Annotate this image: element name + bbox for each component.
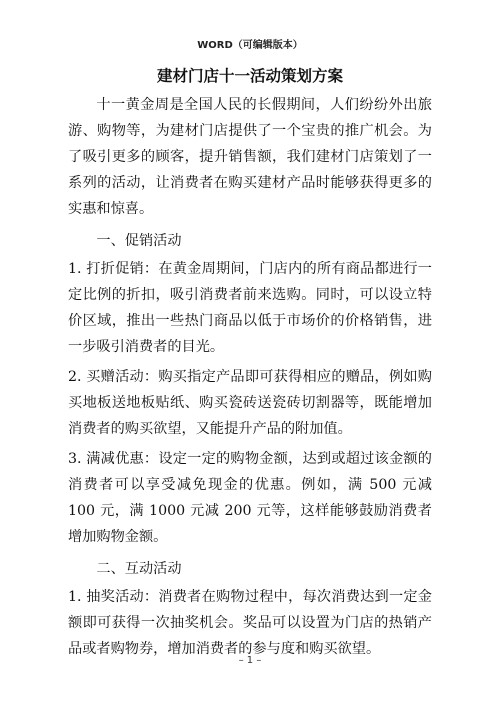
- document-body: [68, 92, 432, 662]
- page-header: WORD（可编辑版本）: [197, 40, 303, 51]
- promotion-item-full-reduction: 3. 满减优惠：设定一定的购物金额，达到或超过该金额的消费者可以享受减免现金的优惠。例如，满 500 元减 100 元，满 1000 元减 200 元等，这样能够鼓励消费者增加购物金额。: [68, 451, 432, 545]
- section-heading-interaction: 二、互动活动: [96, 561, 182, 577]
- promotion-item-discount: 1. 打折促销：在黄金周期间，门店内的所有商品都进行一定比例的折扣，吸引消费者前来选购。同时，可以设立特价区域，推出一些热门商品以低于市场价的价格销售，进一步吸引消费者的目光。: [68, 261, 432, 355]
- document-title: 建材门店十一活动策划方案: [156, 67, 343, 85]
- interaction-item-lottery: 1. 抽奖活动：消费者在购物过程中，每次消费达到一定金额即可获得一次抽奖机会。奖品可以设置为门店的热销产品或者购物券，增加消费者的参与度和购买欲望。: [68, 589, 432, 657]
- promotion-item-gift: 2. 买赠活动：购买指定产品即可获得相应的赠品，例如购买地板送地板贴纸、购买瓷砖送瓷砖切割器等，既能增加消费者的购买欲望，又能提升产品的附加值。: [68, 369, 432, 437]
- intro-paragraph: 十一黄金周是全国人民的长假期间，人们纷纷外出旅游、购物等，为建材门店提供了一个宝贵的推广机会。为了吸引更多的顾客，提升销售额，我们建材门店策划了一系列的活动，让消费者在购买建材产品时能够获得更多的实惠和惊喜。: [68, 97, 432, 217]
- section-heading-promotion: 一、促销活动: [96, 233, 182, 249]
- page-number: – 1 –: [238, 655, 262, 666]
